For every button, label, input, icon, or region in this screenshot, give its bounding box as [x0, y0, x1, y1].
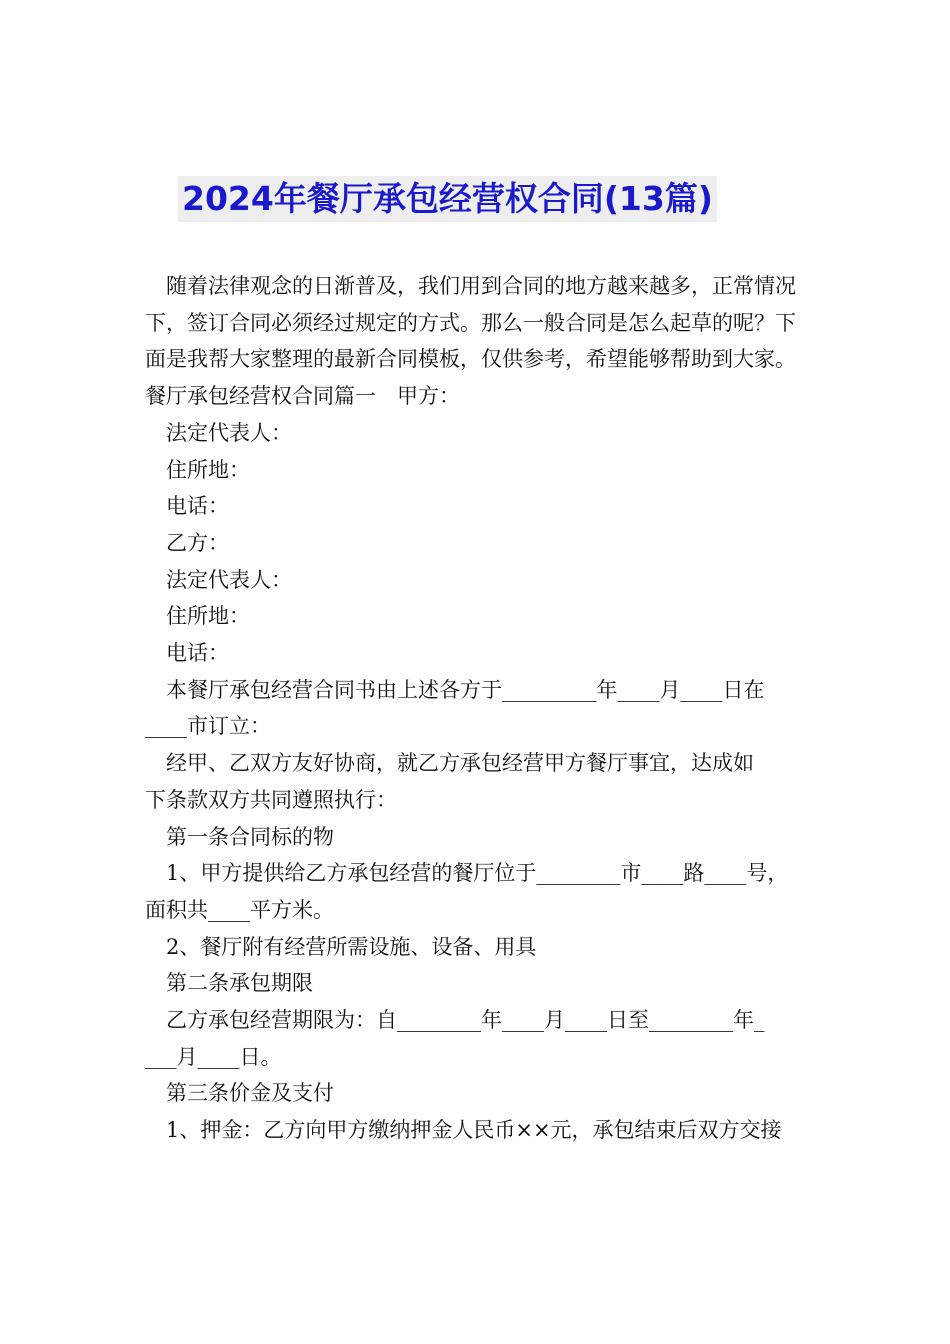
article-3-item-1: 1、押金：乙方向甲方缴纳押金人民币××元，承包结束后双方交接: [166, 1118, 782, 1143]
article-3-heading: 第三条价金及支付: [166, 1081, 334, 1106]
negotiation-line-cont: 下条款双方共同遵照执行：: [145, 787, 397, 812]
contract-signing-line: 本餐厅承包经营合同书由上述各方于_________年____月____日在: [166, 677, 765, 702]
article-2-term: 乙方承包经营期限为：自________年____月____日至________年_: [166, 1008, 765, 1033]
party-b-phone: 电话：: [166, 641, 229, 666]
intro-paragraph: 随着法律观念的日渐普及，我们用到合同的地方越来越多，正常情况下，签订合同必须经过规定的方式。那么一般合同是怎么起草的呢？下面是我帮大家整理的最新合同模板，仅供参考，希望能够帮助到大家。: [145, 274, 796, 372]
article-1-heading: 第一条合同标的物: [166, 824, 334, 849]
article-1-item-2: 2、餐厅附有经营所需设施、设备、用具: [166, 934, 537, 959]
article-1-item-1: 1、甲方提供给乙方承包经营的餐厅位于________市____路____号，: [166, 861, 789, 886]
section-heading-party-a: 餐厅承包经营权合同篇一 甲方：: [145, 384, 460, 409]
contract-signing-line-cont: ____市订立：: [145, 714, 271, 739]
party-b: 乙方：: [166, 530, 229, 555]
document-body: [145, 268, 813, 1149]
article-2-term-cont: ___月____日。: [145, 1044, 282, 1069]
party-a-legal-rep: 法定代表人：: [166, 420, 292, 445]
party-a-address: 住所地：: [166, 457, 250, 482]
negotiation-line: 经甲、乙双方友好协商，就乙方承包经营甲方餐厅事宜，达成如: [166, 751, 754, 776]
document-title: 2024年餐厅承包经营权合同(13篇): [178, 176, 717, 222]
party-b-address: 住所地：: [166, 604, 250, 629]
party-a-phone: 电话：: [166, 494, 229, 519]
article-2-heading: 第二条承包期限: [166, 971, 313, 996]
article-1-item-1-cont: 面积共____平方米。: [145, 897, 334, 922]
party-b-legal-rep: 法定代表人：: [166, 567, 292, 592]
